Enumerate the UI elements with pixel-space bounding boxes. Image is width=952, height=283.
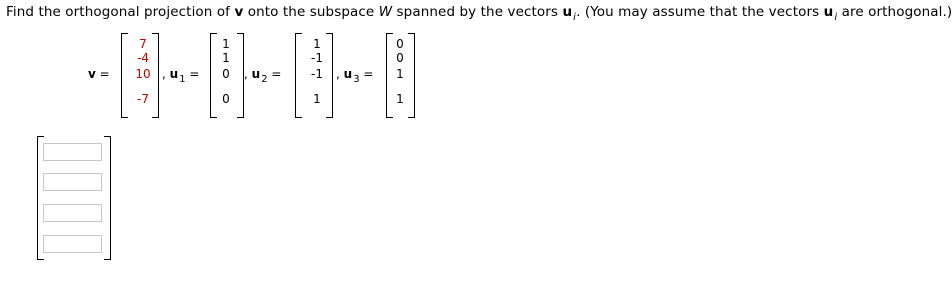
question-text: Find the orthogonal projection of v onto the subspace W spanned by the vectors $u_i$. (You may assume that the vectors $u_i$ are orthogonal.): [6, 4, 952, 23]
vector-u2-entry-3: -1: [311, 67, 323, 81]
vector-v-entry-1: 7: [139, 37, 147, 51]
vector-u3-label: , $u_3$ =: [336, 67, 374, 85]
vector-v-entry-3: 10: [135, 67, 151, 81]
vector-u1-entry-2: 1: [222, 51, 230, 65]
vector-u2-entry-2: -1: [311, 51, 323, 65]
vector-u3-entry-1: 0: [396, 37, 404, 51]
vector-u1-entry-3: 0: [222, 67, 230, 81]
vector-u3-entry-3: 1: [396, 67, 404, 81]
vector-v-entry-4: -7: [137, 92, 149, 106]
vector-u2-entry-1: 1: [313, 37, 321, 51]
vector-v-left-bracket: [121, 33, 128, 118]
vector-v-label: v =: [88, 67, 110, 81]
vector-u2-left-bracket: [295, 33, 302, 118]
vector-u1-label: , $u_1$ =: [162, 67, 200, 85]
answer-right-bracket: [104, 136, 111, 260]
vector-v-entry-2: -4: [137, 51, 149, 65]
answer-field-3[interactable]: [43, 204, 102, 222]
vector-u1-entry-4: 0: [222, 92, 230, 106]
vector-u2-entry-4: 1: [313, 92, 321, 106]
answer-field-1[interactable]: [43, 143, 102, 161]
vector-u2-label: , $u_2$ =: [244, 67, 282, 85]
vector-u1-entry-1: 1: [222, 37, 230, 51]
vector-u3-entry-4: 1: [396, 92, 404, 106]
answer-field-2[interactable]: [43, 173, 102, 191]
answer-field-4[interactable]: [43, 235, 102, 253]
vector-u3-entry-2: 0: [396, 51, 404, 65]
